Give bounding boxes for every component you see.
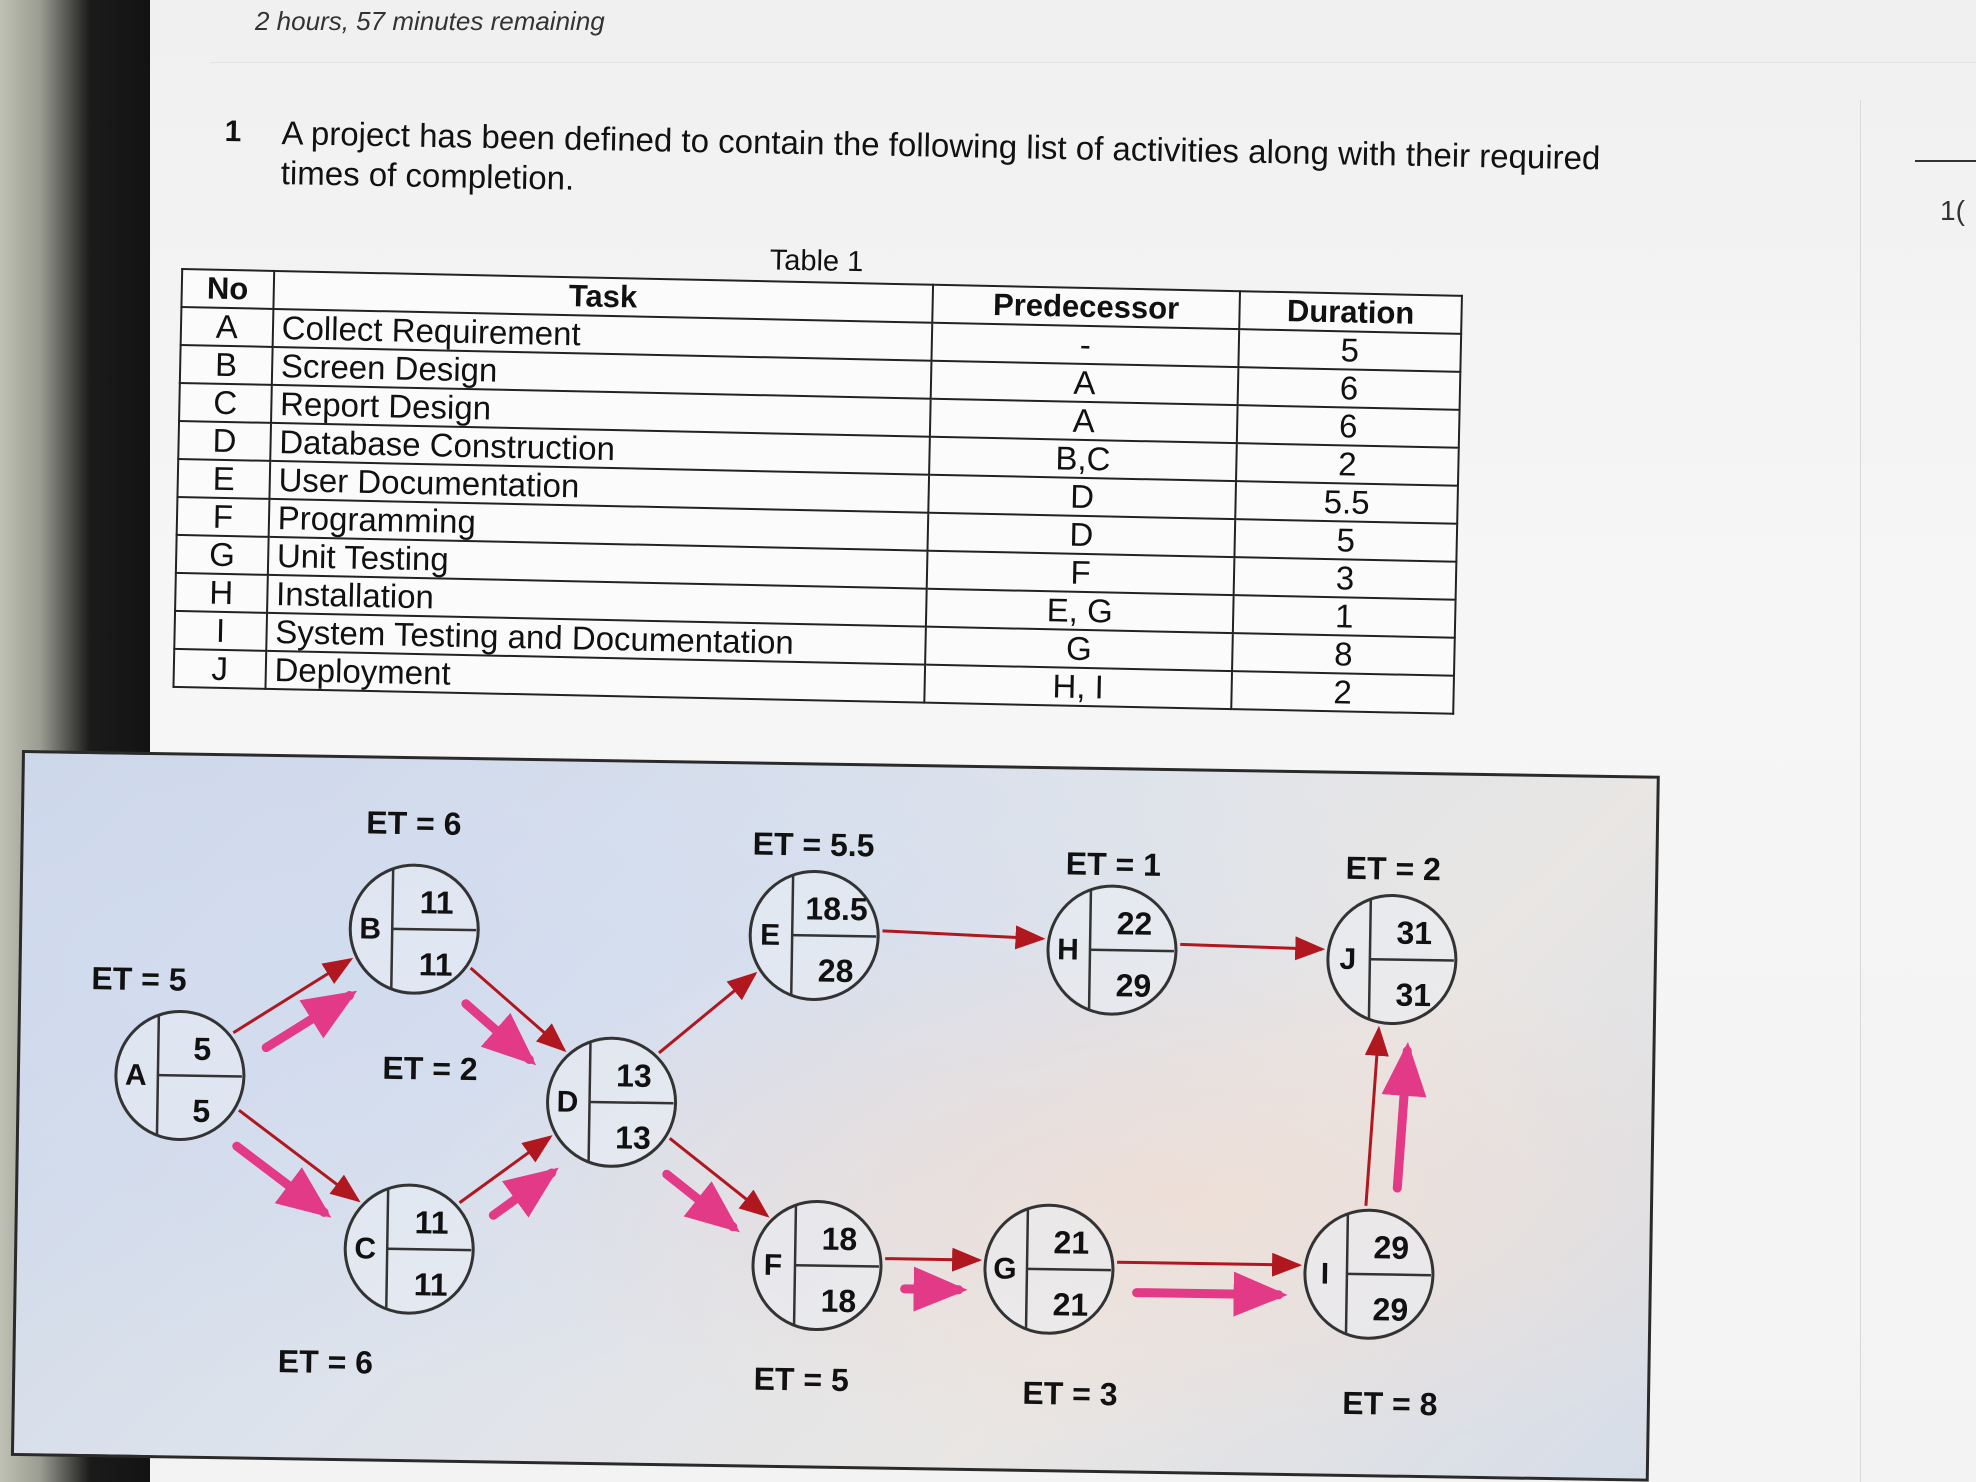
cell-predecessor: A: [930, 399, 1238, 443]
cell-predecessor: G: [925, 627, 1233, 671]
network-svg: [14, 753, 1657, 1479]
node-divider: [1090, 950, 1174, 951]
node-d-et: ET = 2: [382, 1049, 478, 1088]
node-g-id: G: [993, 1252, 1017, 1286]
node-h-early: 22: [1116, 905, 1153, 942]
cell-no: F: [177, 497, 269, 537]
node-divider: [590, 1102, 674, 1103]
arrow-a-b: [233, 958, 350, 1035]
marks-label: 1(: [1940, 195, 1965, 226]
node-i-et: ET = 8: [1342, 1384, 1438, 1423]
node-divider: [1347, 1274, 1431, 1275]
cell-duration: 5: [1235, 519, 1458, 562]
node-j-id: J: [1339, 942, 1357, 976]
cell-task: Installation: [267, 575, 927, 627]
cell-duration: 1: [1233, 595, 1456, 638]
node-divider: [158, 1075, 242, 1076]
node-b-id: B: [359, 912, 382, 946]
node-e-late: 28: [817, 952, 854, 990]
cell-predecessor: H, I: [924, 665, 1232, 709]
node-f-early: 18: [821, 1220, 858, 1258]
cell-predecessor: D: [928, 475, 1236, 519]
cell-task: Screen Design: [272, 347, 932, 399]
node-b-late: 11: [418, 946, 453, 983]
question-text: A project has been defined to contain the following list of activities along with their required times of completion.: [280, 114, 1601, 197]
arrow-f-g: [885, 1259, 979, 1260]
arrow-h-j: [1180, 944, 1322, 949]
node-d-id: D: [556, 1085, 579, 1119]
cell-duration: 5: [1238, 329, 1461, 372]
activity-table: [172, 268, 1463, 715]
node-i-early: 29: [1373, 1229, 1410, 1266]
cell-duration: 6: [1238, 367, 1461, 410]
header-predecessor: Predecessor: [932, 285, 1240, 329]
node-c-id: C: [354, 1232, 377, 1266]
cell-task: Unit Testing: [268, 537, 928, 589]
arrow-b-d: [469, 968, 565, 1050]
critical-path-arrow: [236, 1146, 325, 1212]
cell-no: E: [177, 459, 269, 499]
node-g-early: 21: [1053, 1224, 1090, 1261]
cell-predecessor: F: [927, 551, 1235, 595]
cell-task: Programming: [268, 499, 928, 551]
table-caption: Table 1: [769, 244, 864, 279]
node-c-early: 11: [414, 1204, 449, 1241]
header-task: Task: [273, 271, 933, 323]
node-a-et: ET = 5: [91, 960, 187, 998]
node-g-et: ET = 3: [1022, 1374, 1118, 1413]
node-c-late: 11: [413, 1266, 448, 1303]
cell-duration: 2: [1231, 671, 1454, 714]
node-h-id: H: [1056, 933, 1080, 967]
node-j-et: ET = 2: [1345, 849, 1442, 888]
network-diagram: [11, 750, 1660, 1482]
marks-line: [1915, 160, 1976, 162]
activity-table-block: [172, 232, 1463, 715]
cell-duration: 3: [1234, 557, 1457, 600]
header-divider: [210, 62, 1976, 63]
critical-path-arrow: [493, 1172, 551, 1216]
node-divider: [1370, 959, 1454, 960]
node-f-late: 18: [820, 1282, 857, 1320]
question-number: 1: [224, 114, 242, 149]
cell-task: Deployment: [265, 651, 925, 703]
arrow-e-h: [882, 931, 1042, 939]
cell-task: Database Construction: [270, 423, 930, 475]
node-divider: [792, 935, 876, 936]
arrow-i-j: [1366, 1029, 1379, 1206]
node-a-early: 5: [193, 1030, 212, 1068]
cell-no: A: [181, 307, 273, 347]
cell-no: I: [174, 611, 266, 651]
cell-no: D: [178, 421, 270, 461]
node-f-et: ET = 5: [753, 1360, 850, 1399]
cell-task: User Documentation: [269, 461, 929, 513]
node-e-early: 18.5: [805, 890, 869, 928]
node-h-et: ET = 1: [1065, 845, 1162, 883]
cell-duration: 2: [1236, 443, 1459, 486]
node-i-id: I: [1320, 1257, 1330, 1291]
node-e-id: E: [759, 918, 781, 952]
node-d-late: 13: [614, 1119, 652, 1156]
cell-duration: 8: [1232, 633, 1455, 676]
header-duration: Duration: [1239, 291, 1462, 334]
side-panel-divider: [1860, 100, 1861, 1482]
critical-path-arrow: [266, 994, 349, 1049]
cell-predecessor: A: [931, 361, 1239, 405]
cell-duration: 6: [1237, 405, 1460, 448]
node-b-early: 11: [419, 884, 454, 921]
cell-no: J: [173, 649, 265, 689]
node-divider: [387, 1249, 471, 1250]
node-g-late: 21: [1052, 1286, 1089, 1323]
node-j-early: 31: [1396, 914, 1433, 952]
arrow-d-f: [669, 1138, 769, 1215]
critical-path-arrow: [905, 1289, 959, 1290]
time-remaining: 2 hours, 57 minutes remaining: [255, 6, 605, 36]
node-d-early: 13: [615, 1057, 653, 1094]
node-h-late: 29: [1115, 967, 1152, 1004]
cell-no: B: [180, 345, 272, 385]
node-a-late: 5: [192, 1092, 211, 1129]
cell-predecessor: B,C: [929, 437, 1237, 481]
arrow-g-i: [1117, 1262, 1299, 1265]
cell-task: Report Design: [271, 385, 931, 437]
node-j-late: 31: [1395, 976, 1432, 1014]
cell-predecessor: -: [931, 323, 1239, 367]
node-divider: [795, 1265, 879, 1266]
node-a-id: A: [124, 1058, 147, 1092]
arrow-d-e: [659, 972, 755, 1054]
header-no: No: [181, 269, 273, 309]
cell-no: G: [176, 535, 268, 575]
cell-predecessor: E, G: [926, 589, 1234, 633]
node-c-et: ET = 6: [277, 1343, 374, 1381]
node-b-et: ET = 6: [366, 804, 462, 842]
arrow-c-d: [460, 1136, 551, 1205]
cell-no: H: [175, 573, 267, 613]
critical-path-arrow: [1397, 1051, 1407, 1188]
cell-predecessor: D: [927, 513, 1235, 557]
cell-no: C: [179, 383, 271, 423]
cell-task: System Testing and Documentation: [266, 613, 926, 665]
node-divider: [392, 929, 476, 930]
cell-duration: 5.5: [1235, 481, 1458, 524]
node-f-id: F: [763, 1248, 783, 1283]
node-i-late: 29: [1372, 1291, 1409, 1328]
node-e-et: ET = 5.5: [752, 825, 875, 864]
critical-path-arrow: [1137, 1293, 1279, 1295]
cell-task: Collect Requirement: [272, 309, 932, 361]
node-divider: [1027, 1269, 1111, 1270]
